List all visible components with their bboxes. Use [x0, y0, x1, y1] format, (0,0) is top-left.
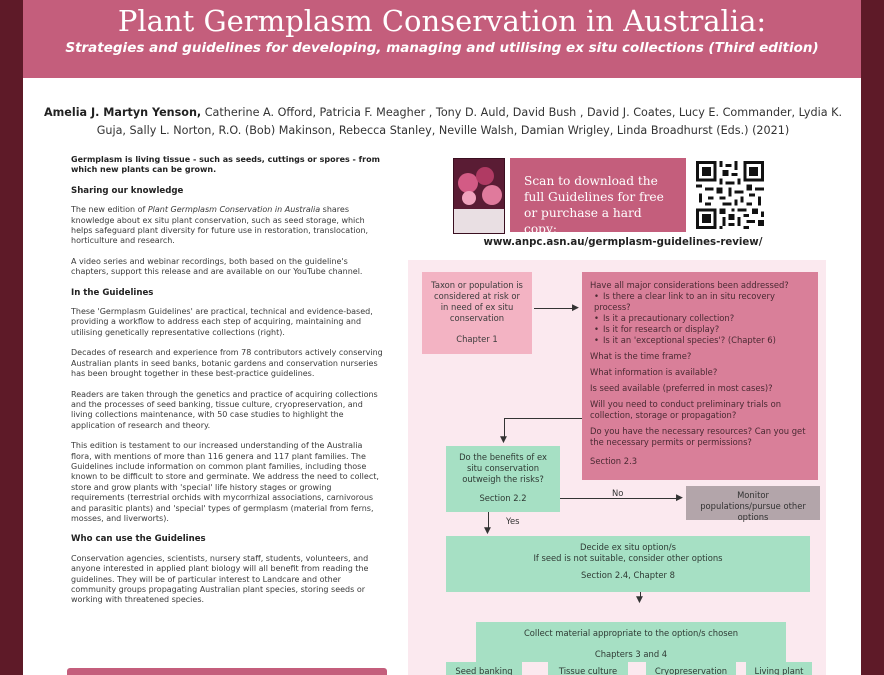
- co-authors: Catherine A. Offord, Patricia F. Meagher , Tony D. Auld, David Bush , David J. Coates, Lucy E. Commander, Lydia K. Guja, Sally L. Norton, R.O. (Bob) Makinson, Rebecca Stanley, Neville Walsh, Damian Wrigley, Linda Broadhurst (Eds.) (2021): [96, 106, 843, 137]
- arrow-down-icon: ▼: [500, 435, 507, 445]
- label-no: No: [612, 488, 624, 498]
- download-link[interactable]: www.anpc.asn.au/germplasm-guidelines-review/: [483, 237, 763, 248]
- decide-sub: If seed is not suitable, consider other options: [533, 553, 723, 563]
- question-item: Is seed available (preferred in most cases)?: [590, 383, 773, 393]
- heading-guidelines: In the Guidelines: [71, 287, 154, 298]
- question-item: What is the time frame?: [590, 351, 692, 361]
- considerations-question: Have all major considerations been addressed?: [590, 280, 789, 290]
- page-subtitle: Strategies and guidelines for developing, managing and utilising ex situ collections (Third edition): [65, 40, 819, 56]
- question-item: Do you have the necessary resources? Can you get the necessary permits or permissions?: [590, 426, 806, 447]
- question-item: Will you need to conduct preliminary trials on collection, storage or propagation?: [590, 399, 782, 420]
- paragraph-testament: This edition is testament to our increased understanding of the Australia flora, with mentions of more than 116 genera and 117 plant families. The Guidelines include information on common plant families, including those known to be difficult to store and germinate. We address the need to collect, store and grow plants with 'special' life history stages or growing requirements (terrestrial orchids with mycorrhizal associations, carnivorous and parasitic plants) and 'special' types of germplasm (material from ferns, mosses, and liverworts).: [71, 441, 379, 523]
- option-seed-banking: [446, 662, 522, 675]
- option-label: Seed banking: [455, 666, 513, 675]
- bullet-item: • Is there a clear link to an in situ recovery process?: [590, 291, 810, 313]
- connector-no: [560, 498, 678, 499]
- label-yes: Yes: [506, 516, 520, 526]
- paragraph-readers: Readers are taken through the genetics and practice of acquiring collections and the processes of seed banking, tissue culture, cryopreservation, and living collections maintenance, with 50 case studies to highlight the application of research and theory.: [71, 389, 378, 430]
- heading-sharing: Sharing our knowledge: [71, 185, 184, 196]
- paragraph-edition-post: shares knowledge about ex situ plant conservation, such as seed storage, which helps safeguard plant diversity for future use in restoration, translocation, horticulture and research.: [71, 205, 369, 246]
- book-title-italic: Plant Germplasm Conservation in Australia: [147, 205, 321, 215]
- title-banner: [23, 0, 861, 78]
- bullet-item: • Is it a precautionary collection?: [590, 313, 810, 324]
- connector-back: [504, 418, 582, 419]
- scan-callout: Scan to download the full Guidelines for free or purchase a hard copy:: [510, 158, 686, 232]
- poster: [23, 0, 861, 675]
- box-monitor: [686, 486, 820, 520]
- bullet-item: • Is it for research or display?: [590, 324, 810, 335]
- benefits-text: Do the benefits of ex situ conservation outweigh the risks?: [459, 452, 547, 484]
- arrow-down-icon: ▼: [636, 595, 643, 605]
- decide-title: Decide ex situ option/s: [580, 542, 676, 552]
- option-label: Tissue culture: [558, 666, 618, 675]
- taxon-ref: Chapter 1: [456, 334, 498, 344]
- option-cryopreservation: [646, 662, 736, 675]
- author-list: [43, 104, 843, 140]
- benefits-ref: Section 2.2: [479, 493, 527, 503]
- arrow-down-icon: ▼: [484, 526, 491, 536]
- arrow-right-icon: ▶: [572, 303, 579, 313]
- paragraph-audience: Conservation agencies, scientists, nursery staff, students, volunteers, and anyone interested in applied plant biology will all benefit from reading the guidelines. They will be of particular interest to Landcare and other community groups propagating Australian plant species, storing seeds or working with threatened species.: [71, 553, 369, 605]
- collect-text: Collect material appropriate to the option/s chosen: [523, 628, 739, 638]
- bullet-item: • Is it an 'exceptional species'? (Chapter 6): [590, 335, 810, 346]
- option-tissue-culture: [548, 662, 628, 675]
- connector-taxon-considerations: [534, 308, 574, 309]
- arrow-right-icon: ▶: [676, 493, 683, 503]
- box-decide: [446, 536, 810, 592]
- box-taxon-at-risk: [422, 272, 532, 354]
- box-considerations: [582, 272, 818, 480]
- left-column: [71, 155, 383, 616]
- heading-who: Who can use the Guidelines: [71, 534, 206, 545]
- option-label: Living plant: [754, 666, 804, 675]
- paragraph-edition: [71, 205, 383, 247]
- bottom-banner-strip: [67, 668, 387, 675]
- paragraph-practical: These 'Germplasm Guidelines' are practical, technical and evidence-based, providing a workflow to address each step of acquiring, maintaining and utilising genetically representative collections (right).: [71, 307, 373, 337]
- paragraph-video: A video series and webinar recordings, both based on the guideline's chapters, support this release and are available on our YouTube channel.: [71, 256, 363, 277]
- workflow-diagram: [408, 260, 826, 675]
- paragraph-decades: Decades of research and experience from 78 contributors actively conserving Australian plants in seed banks, botanic gardens and conservation nurseries has been brought together in these best-practice guidelines.: [71, 348, 383, 379]
- page-title: Plant Germplasm Conservation in Australia:: [117, 4, 767, 38]
- book-cover-image: [453, 158, 505, 234]
- qr-code-icon[interactable]: [691, 158, 769, 232]
- collect-ref: Chapters 3 and 4: [594, 649, 668, 659]
- paragraph-edition-pre: The new edition of: [71, 205, 148, 215]
- considerations-ref: Section 2.3: [590, 456, 638, 466]
- considerations-bullets: [590, 291, 810, 346]
- question-item: What information is available?: [590, 367, 718, 377]
- option-label: Cryopreservation: [654, 666, 728, 675]
- monitor-text: Monitor populations/pursue other options: [700, 490, 806, 522]
- cover-strip: [454, 209, 505, 233]
- decide-ref: Section 2.4, Chapter 8: [581, 570, 675, 580]
- intro-paragraph: Germplasm is living tissue - such as seeds, cuttings or spores - from which new plants can be grown.: [71, 155, 380, 175]
- option-living-plant: [746, 662, 812, 675]
- lead-author: Amelia J. Martyn Yenson,: [43, 106, 202, 119]
- taxon-text: Taxon or population is considered at risk or in need of ex situ conservation: [431, 280, 523, 323]
- box-collect: [476, 622, 786, 662]
- box-benefits: [446, 446, 560, 512]
